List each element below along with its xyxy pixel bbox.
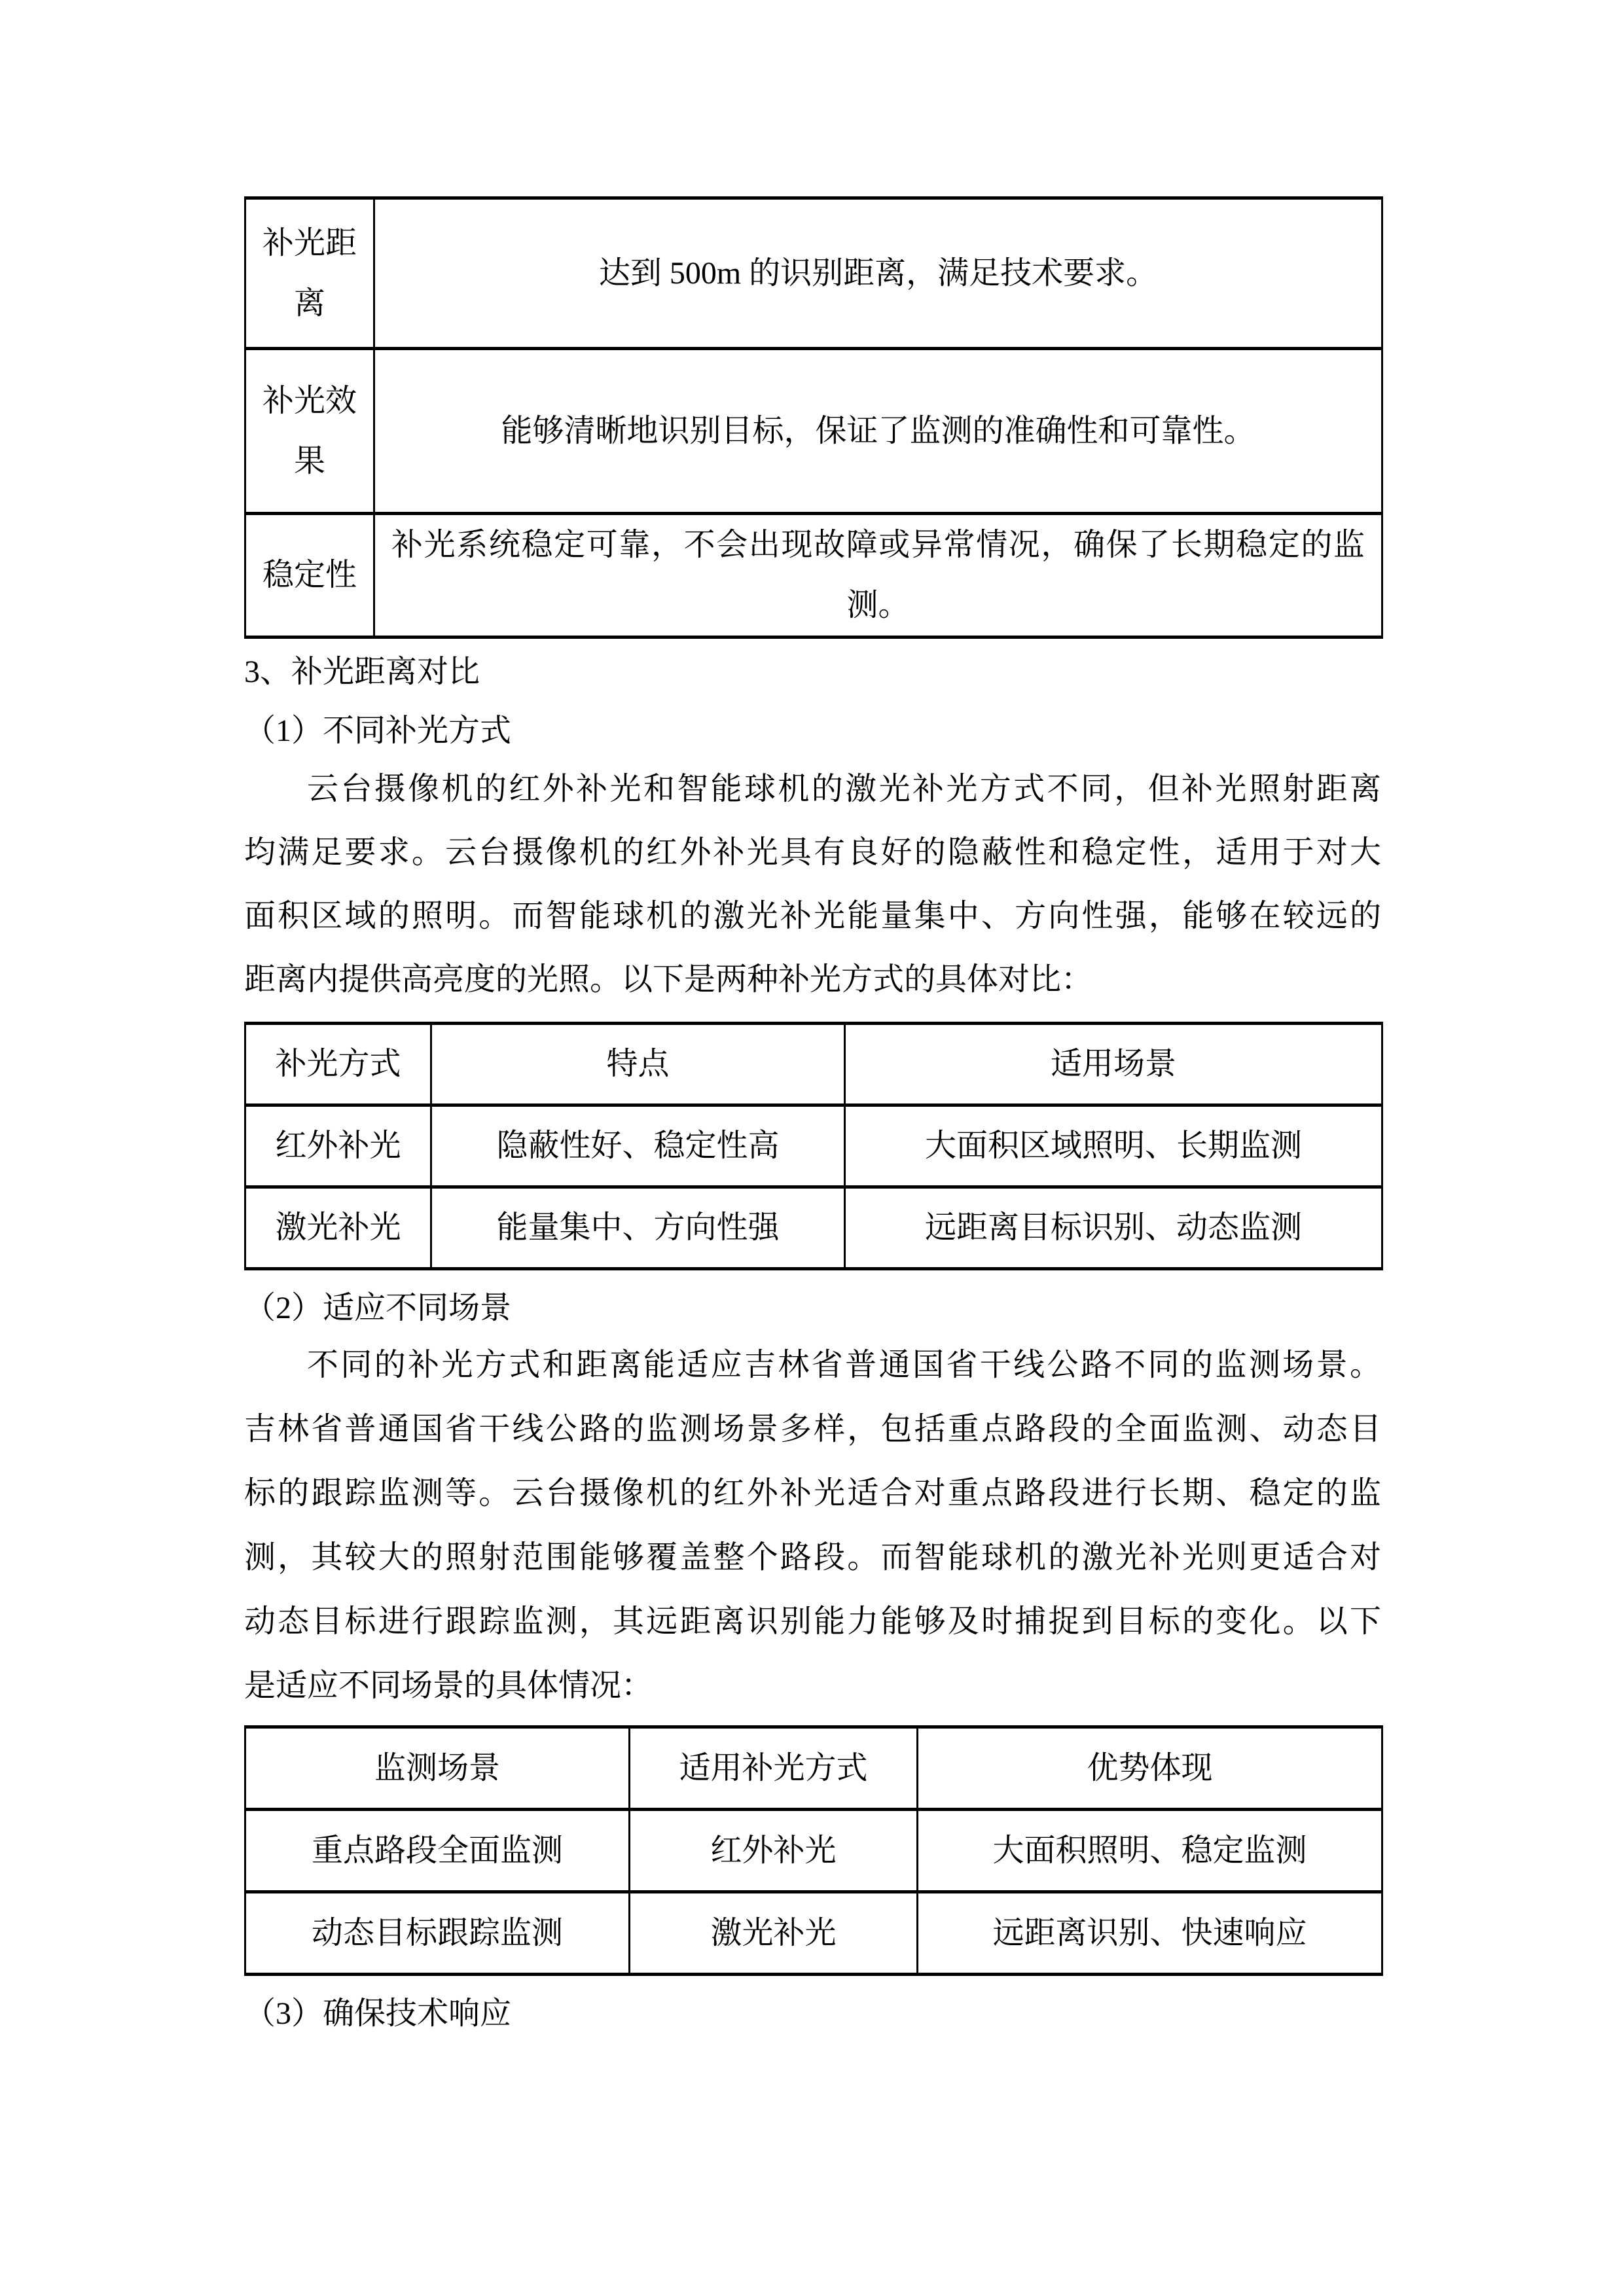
cell-key-section-advantage: 大面积照明、稳定监测	[918, 1810, 1382, 1892]
row-label-light-distance	[245, 198, 374, 349]
cell-light-distance-value	[374, 198, 1382, 349]
paragraph-line: 不同的补光方式和距离能适应吉林省普通国省干线公路不同的监测场景。	[307, 1348, 1381, 1382]
table-row	[245, 349, 1382, 514]
header-features: 特点	[431, 1024, 845, 1105]
row-label-stability	[245, 514, 374, 637]
cell-text: 能够清晰地识别目标，保证了监测的准确性和可靠性。	[501, 413, 1255, 448]
table-row	[245, 514, 1382, 637]
section-heading-3: 3、补光距离对比	[244, 655, 480, 689]
cell-key-section-light: 红外补光	[630, 1810, 918, 1892]
table-row	[245, 198, 1382, 349]
table-row	[245, 1187, 1382, 1269]
row-label-line: 补光效	[262, 383, 357, 418]
paragraph-line: 云台摄像机的红外补光和智能球机的激光补光方式不同，但补光照射距离	[307, 772, 1381, 806]
subheading-2: （2）适应不同场景	[244, 1291, 512, 1325]
table-row	[245, 1892, 1382, 1975]
paragraph-line: 标的跟踪监测等。云台摄像机的红外补光适合对重点路段进行长期、稳定的监	[244, 1476, 1381, 1511]
cell-infrared-features: 隐蔽性好、稳定性高	[431, 1105, 845, 1187]
paragraph-line: 动态目标进行跟踪监测，其远距离识别能力能够及时捕捉到目标的变化。以下	[244, 1604, 1381, 1639]
cell-light-effect-value	[374, 349, 1382, 514]
cell-infrared-light: 红外补光	[245, 1105, 431, 1187]
paragraph-line: 吉林省普通国省干线公路的监测场景多样，包括重点路段的全面监测、动态目	[244, 1412, 1381, 1446]
cell-laser-features: 能量集中、方向性强	[431, 1187, 845, 1269]
cell-text-line: 测。	[846, 588, 910, 622]
cell-dynamic-target-advantage: 远距离识别、快速响应	[918, 1892, 1382, 1975]
paragraph-line: 是适应不同场景的具体情况：	[244, 1668, 653, 1703]
row-label-line: 补光距	[262, 225, 357, 260]
cell-text: 达到 500m 的识别距离，满足技术要求。	[598, 255, 1158, 291]
header-monitoring-scene: 监测场景	[245, 1727, 630, 1810]
row-label-line: 稳定性	[262, 558, 357, 592]
table-header-row	[245, 1024, 1382, 1105]
cell-infrared-scene: 大面积区域照明、长期监测	[845, 1105, 1382, 1187]
header-light-mode: 补光方式	[245, 1024, 431, 1105]
light-evaluation-table	[244, 196, 1383, 639]
paragraph-line: 均满足要求。云台摄像机的红外补光具有良好的隐蔽性和稳定性，适用于对大	[244, 835, 1381, 870]
header-applicable-light-mode: 适用补光方式	[630, 1727, 918, 1810]
table-row	[245, 1105, 1382, 1187]
row-label-line: 离	[293, 285, 325, 321]
light-mode-comparison-table	[244, 1022, 1383, 1270]
row-label-light-effect	[245, 349, 374, 514]
cell-dynamic-target-scene: 动态目标跟踪监测	[245, 1892, 630, 1975]
cell-stability-value	[374, 514, 1382, 637]
cell-key-section-scene: 重点路段全面监测	[245, 1810, 630, 1892]
paragraph-line: 距离内提供高亮度的光照。以下是两种补光方式的具体对比：	[244, 962, 1093, 997]
paragraph-light-mode-comparison	[244, 757, 1381, 1011]
table-header-row	[245, 1727, 1382, 1810]
header-advantage: 优势体现	[918, 1727, 1382, 1810]
cell-laser-light: 激光补光	[245, 1187, 431, 1269]
table-row	[245, 1810, 1382, 1892]
subheading-3: （3）确保技术响应	[244, 1996, 512, 2031]
paragraph-scene-adaptation	[244, 1333, 1381, 1718]
cell-laser-scene: 远距离目标识别、动态监测	[845, 1187, 1382, 1269]
header-applicable-scene: 适用场景	[845, 1024, 1382, 1105]
monitoring-scene-table	[244, 1725, 1383, 1976]
cell-dynamic-target-light: 激光补光	[630, 1892, 918, 1975]
paragraph-line: 面积区域的照明。而智能球机的激光补光能量集中、方向性强，能够在较远的	[244, 899, 1381, 933]
row-label-line: 果	[293, 443, 325, 478]
cell-text-line: 补光系统稳定可靠，不会出现故障或异常情况，确保了长期稳定的监	[391, 528, 1365, 562]
paragraph-line: 测，其较大的照射范围能够覆盖整个路段。而智能球机的激光补光则更适合对	[244, 1540, 1381, 1575]
subheading-1: （1）不同补光方式	[244, 713, 512, 748]
